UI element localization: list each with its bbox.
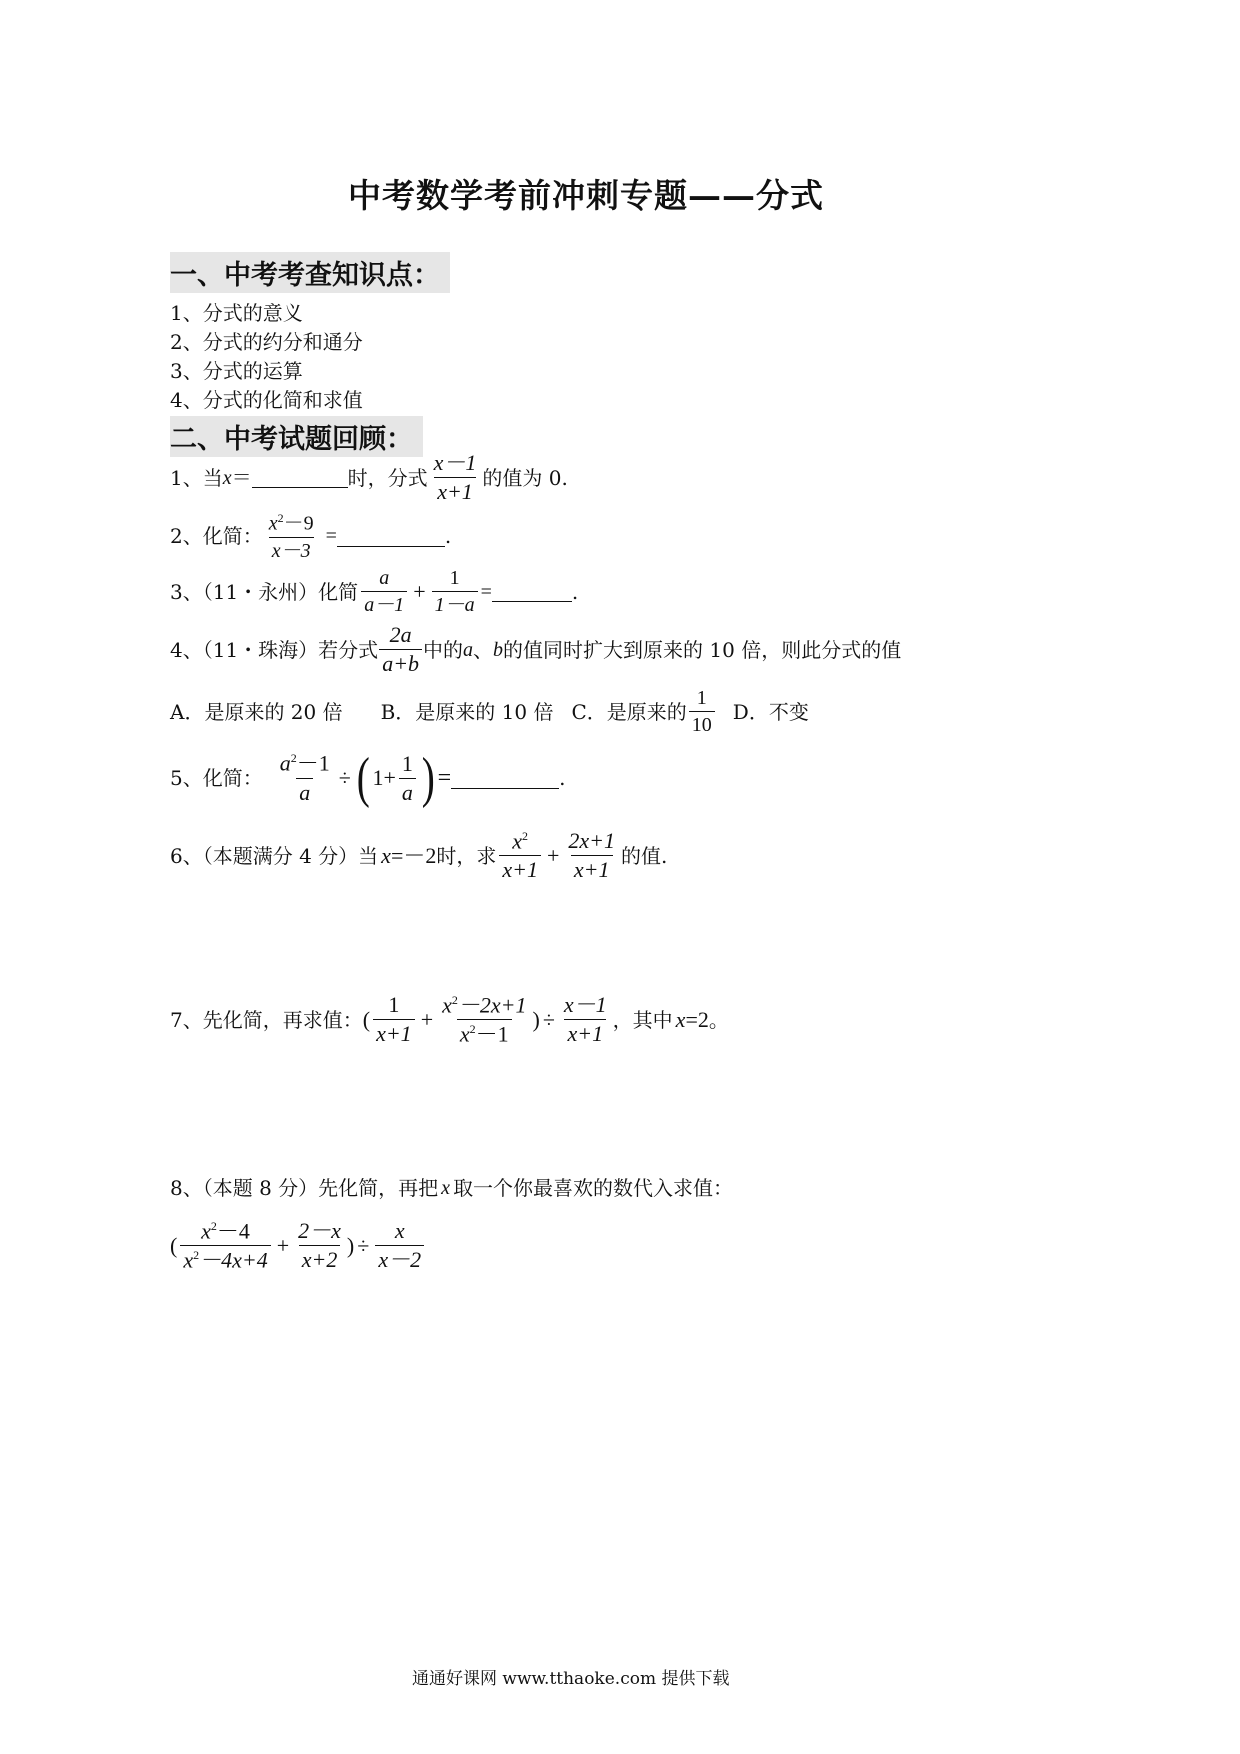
q6-fraction-2 (565, 830, 618, 881)
q7-f2-den-rest: －1 (475, 1021, 509, 1047)
q6-f1-denominator: x+1 (499, 855, 541, 881)
q7-suffix: ，其中 (612, 1007, 673, 1032)
page-title: 中考数学考前冲刺专题——分式 (348, 176, 824, 215)
knowledge-item: 3、分式的运算 (170, 359, 303, 383)
q4-fraction (379, 624, 422, 675)
question-7 (170, 994, 729, 1046)
question-4-options (170, 688, 809, 735)
q1-fraction (431, 452, 480, 503)
q8-f1-num-exp: 2 (210, 1219, 217, 1233)
right-paren: ) (346, 1232, 355, 1258)
q1-denominator: x+1 (434, 477, 476, 503)
q4-sep: 、 (473, 637, 494, 662)
q6-f2-numerator: 2x+1 (568, 828, 616, 854)
q3-prefix: 3、（11・永州）化简 (170, 579, 359, 604)
q6-f2-denominator: x+1 (571, 855, 613, 881)
q5-inner-fraction (399, 750, 416, 805)
q7-fraction-2 (439, 994, 529, 1046)
q6-prefix: 6、（本题满分 4 分）当 (170, 843, 379, 868)
q5-inner-numerator: 1 (401, 750, 413, 776)
q8-f2-numerator: 2－x (298, 1218, 341, 1244)
q2-end: . (444, 524, 452, 549)
q8-f1-denominator (180, 1245, 270, 1271)
q8-f2-denominator: x+2 (299, 1245, 341, 1271)
question-3 (170, 568, 578, 615)
right-paren: ) (421, 747, 435, 809)
q3-end: . (571, 579, 579, 604)
question-6 (170, 830, 667, 881)
q6-suffix: 的值. (621, 843, 668, 868)
q3-eq: = (480, 580, 492, 603)
plus-sign: + (276, 1232, 290, 1258)
q8-f1-den-exp: 2 (193, 1248, 200, 1263)
q6-eqval: =－2 (390, 842, 437, 868)
divide-sign: ÷ (338, 765, 351, 790)
q1-mid: 时，分式 (347, 465, 428, 490)
left-paren: ( (356, 747, 370, 809)
q8-text-2: 取一个你最喜欢的数代入求值： (453, 1176, 734, 1200)
page-footer: 通通好课网 www.tthaoke.com 提供下载 (412, 1669, 730, 1689)
q7-fraction-1 (373, 994, 415, 1045)
q3-f1-denominator: a－1 (361, 591, 407, 615)
q1-suffix: 的值为 0. (482, 465, 568, 490)
knowledge-item: 4、分式的化简和求值 (170, 388, 363, 412)
q5-fraction (277, 752, 333, 803)
q7-f2-num-rest: －2x+1 (457, 992, 527, 1018)
right-paren: ) (532, 1006, 540, 1032)
divide-sign: ÷ (357, 1232, 370, 1258)
q7-f2-numerator (439, 994, 529, 1019)
q3-f2-numerator: 1 (449, 567, 460, 589)
question-5 (170, 747, 566, 809)
q8-f1-numerator (198, 1220, 253, 1245)
answer-blank (252, 467, 348, 488)
q6-fraction-1 (499, 830, 541, 881)
q6-var: x (381, 842, 391, 868)
q6-f1-num-exp: 2 (522, 829, 529, 843)
section-heading-knowledge-points: 一、中考考查知识点： (170, 252, 450, 293)
q6-f1-num-base: x (512, 828, 523, 854)
q7-var: x (675, 1006, 686, 1032)
q5-denominator: a (296, 778, 313, 804)
q8-text: 8、（本题 8 分）先化简，再把 (170, 1176, 439, 1200)
q8-fraction-1 (180, 1220, 270, 1272)
q3-fraction-1 (361, 568, 407, 615)
q2-prefix: 2、化简： (170, 524, 263, 549)
q4-suffix: 的值同时扩大到原来的 10 倍，则此分式的值 (503, 637, 902, 662)
q8-var: x (441, 1177, 451, 1199)
q4-denominator: a+b (379, 649, 422, 675)
q4-numerator: 2a (389, 622, 412, 647)
q7-end: 。 (708, 1007, 729, 1032)
option-d: D．不变 (732, 699, 809, 724)
plus-sign: + (546, 842, 560, 868)
q8-fraction-3 (375, 1220, 424, 1271)
section-heading-past-questions: 二、中考试题回顾： (170, 416, 423, 457)
q8-f1-den-rest: －4x+4 (199, 1247, 268, 1273)
q1-prefix: 1、当 (170, 465, 223, 490)
q8-f1-den-base: x (183, 1247, 194, 1273)
q2-numerator (266, 512, 317, 537)
q5-num-exp: 2 (290, 751, 297, 766)
knowledge-item: 2、分式的约分和通分 (170, 330, 363, 354)
option-c-numerator: 1 (696, 687, 707, 709)
q1-eq: ＝ (231, 466, 252, 489)
q1-var: x (222, 466, 232, 489)
option-a: A．是原来的 20 倍 (170, 699, 343, 724)
q7-f1-denominator: x+1 (373, 1019, 415, 1045)
q3-fraction-2 (432, 568, 478, 615)
q7-fraction-3 (561, 994, 610, 1045)
q7-f2-den-base: x (459, 1021, 470, 1047)
q4-prefix: 4、（11・珠海）若分式 (170, 637, 379, 662)
question-4 (170, 624, 901, 675)
q2-num-rest: －9 (283, 512, 314, 535)
q5-eq: = (437, 765, 452, 791)
q2-fraction (266, 512, 317, 561)
left-paren: ( (170, 1232, 178, 1258)
q5-prefix: 5、化简： (170, 766, 263, 790)
answer-blank (337, 526, 445, 547)
q2-num-base: x (268, 512, 278, 535)
q4-mid: 中的 (423, 637, 464, 662)
q8-f3-denominator: x－2 (375, 1245, 424, 1271)
q8-f1-num-base: x (201, 1218, 211, 1244)
plus-sign: + (413, 578, 426, 604)
q1-numerator: x－1 (433, 450, 477, 475)
q8-fraction-2 (295, 1220, 344, 1271)
q2-eq: = (325, 525, 337, 548)
plus-sign: + (420, 1006, 434, 1032)
question-1 (170, 452, 568, 503)
q7-prefix: 7、先化简，再求值： (170, 1007, 363, 1032)
q8-f1-num-rest: －4 (216, 1218, 250, 1244)
question-8-expression (170, 1220, 427, 1272)
q7-f2-num-base: x (442, 992, 452, 1018)
q3-f2-denominator: 1－a (432, 591, 478, 615)
q4-var-a: a (463, 638, 474, 661)
answer-blank (451, 768, 559, 789)
q5-inner-denominator: a (399, 778, 416, 804)
answer-blank (492, 581, 572, 602)
q7-f1-numerator: 1 (388, 992, 400, 1018)
q6-mid: 时，求 (436, 843, 497, 868)
q7-eqval: =2 (685, 1006, 709, 1032)
knowledge-item: 1、分式的意义 (170, 301, 303, 325)
q5-one-plus: 1+ (372, 765, 396, 790)
q5-num-rest: －1 (296, 750, 330, 776)
q6-f1-numerator (509, 830, 531, 855)
question-2 (170, 512, 451, 561)
q8-f3-numerator: x (394, 1218, 405, 1244)
q7-f2-den-exp: 2 (469, 1022, 476, 1037)
left-paren: ( (362, 1006, 371, 1032)
q4-var-b: b (493, 638, 504, 661)
q5-numerator (277, 752, 333, 777)
q5-end: . (559, 766, 566, 790)
option-c-denominator: 10 (689, 711, 715, 735)
q7-f3-denominator: x+1 (564, 1019, 606, 1045)
option-c: C．是原来的 (571, 699, 687, 724)
q3-f1-numerator: a (379, 567, 390, 589)
option-b: B．是原来的 10 倍 (380, 699, 554, 724)
option-c-fraction (689, 688, 715, 735)
q7-f3-numerator: x－1 (563, 992, 607, 1018)
q7-f2-num-exp: 2 (451, 993, 458, 1007)
q7-f2-denominator (457, 1019, 512, 1045)
question-8 (170, 1178, 733, 1198)
q5-num-base: a (279, 750, 291, 776)
divide-sign: ÷ (542, 1006, 555, 1032)
q2-num-exp: 2 (277, 511, 284, 525)
q2-denominator: x－3 (269, 537, 314, 561)
